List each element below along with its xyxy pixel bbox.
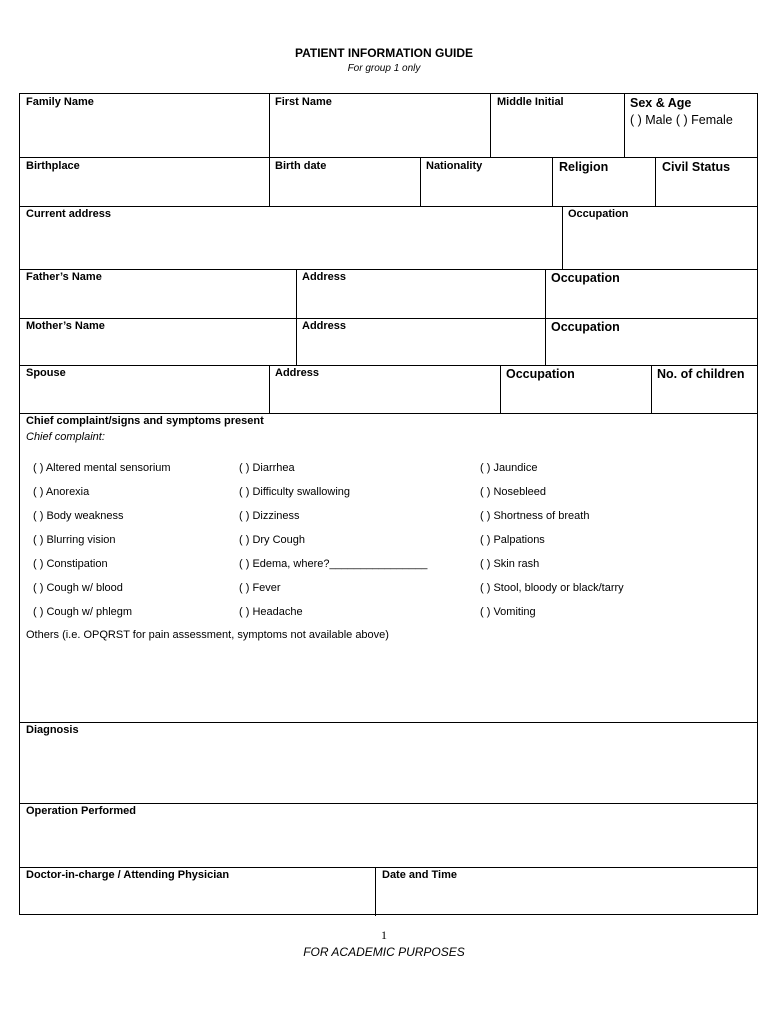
birth-date-label: Birth date	[275, 160, 327, 172]
middle-initial-label: Middle Initial	[497, 96, 564, 108]
symptom-checkbox[interactable]: ( ) Headache	[239, 606, 303, 618]
symptom-checkbox[interactable]: ( ) Constipation	[33, 558, 108, 570]
family-name-label: Family Name	[26, 96, 94, 108]
symptom-checkbox[interactable]: ( ) Difficulty swallowing	[239, 486, 351, 498]
symptom-checkbox[interactable]: ( ) Dry Cough	[239, 534, 306, 546]
col-divider	[552, 157, 553, 206]
fathers-name-label: Father’s Name	[26, 271, 102, 283]
doctor-label: Doctor-in-charge / Attending Physician	[26, 869, 230, 881]
col-divider	[420, 157, 421, 206]
col-divider	[651, 365, 652, 413]
page-number: 1	[381, 928, 387, 942]
col-divider	[545, 269, 546, 365]
operation-label: Operation Performed	[26, 805, 137, 817]
spouse-label: Spouse	[26, 367, 66, 379]
col-divider	[269, 365, 270, 413]
row-divider	[20, 365, 757, 366]
mother-address-label: Address	[302, 320, 347, 332]
col-divider	[500, 365, 501, 413]
symptom-checkbox[interactable]: ( ) Altered mental sensorium	[33, 462, 171, 474]
row-divider	[20, 803, 757, 804]
spouse-address-label: Address	[275, 367, 320, 379]
col-divider	[562, 206, 563, 269]
father-occupation-label: Occupation	[551, 271, 620, 285]
symptom-checkbox[interactable]: ( ) Skin rash	[480, 558, 540, 570]
sex-age-label: Sex & Age	[630, 96, 692, 110]
col-divider	[624, 94, 625, 157]
symptom-checkbox[interactable]: ( ) Stool, bloody or black/tarry	[480, 582, 624, 594]
nationality-label: Nationality	[426, 160, 483, 172]
symptom-checkbox[interactable]: ( ) Shortness of breath	[480, 510, 590, 522]
row-divider	[20, 722, 757, 723]
symptom-checkbox[interactable]: ( ) Vomiting	[480, 606, 536, 618]
symptom-checkbox[interactable]: ( ) Body weakness	[33, 510, 124, 522]
birthplace-label: Birthplace	[26, 160, 80, 172]
row-divider	[20, 157, 757, 158]
symptom-checkbox[interactable]: ( ) Jaundice	[480, 462, 538, 474]
symptom-checkbox[interactable]: ( ) Blurring vision	[33, 534, 116, 546]
symptom-checkbox[interactable]: ( ) Fever	[239, 582, 281, 594]
occupation-label: Occupation	[568, 208, 629, 220]
sex-options[interactable]: ( ) Male ( ) Female	[630, 113, 733, 127]
first-name-label: First Name	[275, 96, 332, 108]
col-divider	[375, 867, 376, 916]
col-divider	[490, 94, 491, 157]
religion-label: Religion	[559, 160, 609, 174]
spouse-occupation-label: Occupation	[506, 367, 575, 381]
row-divider	[20, 318, 757, 319]
civil-status-label: Civil Status	[662, 160, 731, 174]
current-address-label: Current address	[26, 208, 111, 220]
col-divider	[269, 157, 270, 206]
row-divider	[20, 206, 757, 207]
date-time-label: Date and Time	[382, 869, 457, 881]
mothers-name-label: Mother’s Name	[26, 320, 105, 332]
symptom-checkbox[interactable]: ( ) Cough w/ blood	[33, 582, 123, 594]
col-divider	[296, 269, 297, 365]
complaint-heading: Chief complaint/signs and symptoms present	[26, 415, 264, 427]
row-divider	[20, 269, 757, 270]
page-title: PATIENT INFORMATION GUIDE	[295, 46, 473, 60]
symptom-checkbox[interactable]: ( ) Palpations	[480, 534, 545, 546]
symptom-checkbox[interactable]: ( ) Nosebleed	[480, 486, 547, 498]
symptom-checkbox[interactable]: ( ) Cough w/ phlegm	[33, 606, 133, 618]
page-subtitle: For group 1 only	[347, 63, 421, 74]
footer-note: FOR ACADEMIC PURPOSES	[303, 945, 465, 959]
symptom-checkbox[interactable]: ( ) Dizziness	[239, 510, 300, 522]
symptom-checkbox[interactable]: ( ) Edema, where?________________	[239, 558, 428, 570]
patient-form	[19, 93, 758, 915]
symptom-checkbox[interactable]: ( ) Anorexia	[33, 486, 90, 498]
mother-occupation-label: Occupation	[551, 320, 620, 334]
symptom-checkbox[interactable]: ( ) Diarrhea	[239, 462, 295, 474]
complaint-subheading: Chief complaint:	[26, 431, 105, 443]
no-children-label: No. of children	[657, 367, 745, 381]
others-label: Others (i.e. OPQRST for pain assessment, symptoms not available above)	[26, 629, 389, 641]
father-address-label: Address	[302, 271, 347, 283]
col-divider	[655, 157, 656, 206]
col-divider	[269, 94, 270, 157]
row-divider	[20, 413, 757, 414]
row-divider	[20, 867, 757, 868]
diagnosis-label: Diagnosis	[26, 724, 79, 736]
